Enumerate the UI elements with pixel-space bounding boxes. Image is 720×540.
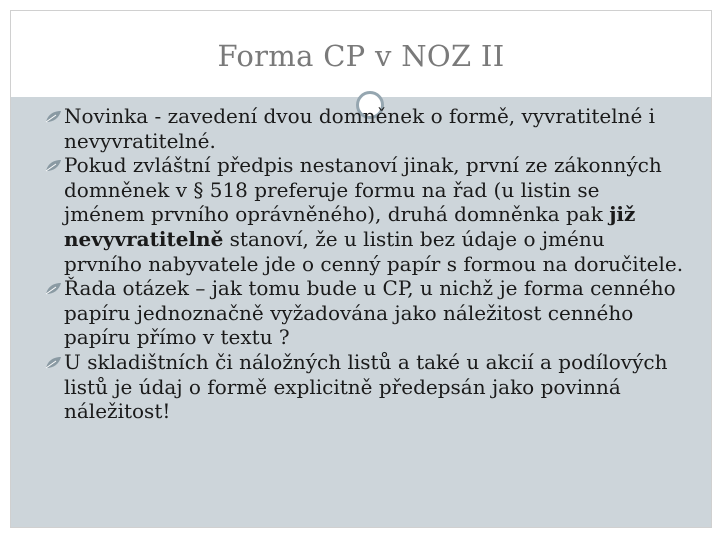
bullet-item xyxy=(44,276,684,350)
bullet-list xyxy=(44,104,684,424)
title-area xyxy=(11,11,711,97)
bullet-text-bold: již nevyvratitelně xyxy=(64,202,636,251)
slide-title: Forma CP v NOZ II xyxy=(217,39,505,73)
leaf-bullet-icon xyxy=(44,156,64,174)
leaf-bullet-icon xyxy=(44,279,64,297)
bullet-text: Řada otázek – jak tomu bude u CP, u nichž je forma cenného papíru jednoznačně vyžadována jako náležitost cenného papíru přímo v textu ? xyxy=(64,276,676,350)
leaf-bullet-icon xyxy=(44,353,64,371)
bullet-text: Novinka - zavedení dvou domněnek o formě, vyvratitelné i nevyvratitelné. xyxy=(64,104,656,153)
bullet-text: U skladištních či náložných listů a také u akcií a podílových listů je údaj o formě explicitně předepsán jako povinná náležitost! xyxy=(64,349,668,424)
bullet-item xyxy=(44,153,684,276)
bullet-text-before: Pokud zvláštní předpis nestanoví jinak, první ze zákonných domněnek v § 518 preferuje formu na řad (u listin se jménem prvního oprávněného), druhá domněnka pak xyxy=(64,153,662,227)
bullet-item xyxy=(44,104,684,153)
bullet-item xyxy=(44,350,684,424)
bullet-text-after: stanoví, že u listin bez údaje o jménu prvního nabyvatele jde o cenný papír s formou na doručitele. xyxy=(64,226,684,276)
leaf-bullet-icon xyxy=(44,107,64,125)
